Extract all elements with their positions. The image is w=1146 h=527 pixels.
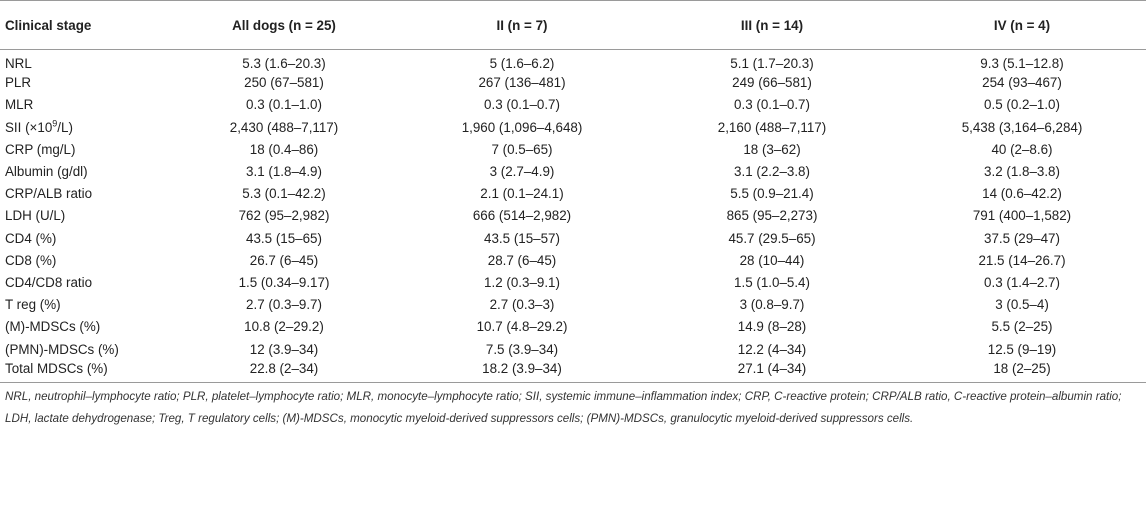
table-cell: 267 (136–481) bbox=[478, 75, 566, 91]
table-cell: 5.1 (1.7–20.3) bbox=[730, 56, 814, 72]
table-row bbox=[0, 205, 1146, 227]
row-label: CD4/CD8 ratio bbox=[5, 274, 93, 290]
table-cell: 12.5 (9–19) bbox=[987, 341, 1057, 357]
sii-label-exponent: 9 bbox=[52, 118, 58, 129]
table-cell: 0.3 (1.4–2.7) bbox=[984, 274, 1060, 290]
table-cell: 2.1 (0.1–24.1) bbox=[480, 186, 564, 202]
table-cell: 666 (514–2,982) bbox=[472, 208, 572, 224]
table-cell: 12.2 (4–34) bbox=[737, 341, 807, 357]
table-row bbox=[0, 227, 1146, 249]
table-cell: 12 (3.9–34) bbox=[249, 341, 319, 357]
table-cell: 2,160 (488–7,117) bbox=[717, 119, 827, 135]
table-cell: 18 (2–25) bbox=[898, 360, 1146, 382]
table-row bbox=[0, 249, 1146, 271]
header-stage-ii: II (n = 7) bbox=[398, 1, 646, 50]
table-row bbox=[0, 294, 1146, 316]
header-clinical-stage: Clinical stage bbox=[0, 1, 170, 50]
table-cell: 26.7 (6–45) bbox=[249, 252, 319, 268]
row-label: (M)-MDSCs (%) bbox=[5, 319, 101, 335]
table-cell: 1.2 (0.3–9.1) bbox=[484, 274, 560, 290]
table-cell: 40 (2–8.6) bbox=[991, 141, 1053, 157]
table-cell: 0.3 (0.1–0.7) bbox=[484, 97, 560, 113]
header-all-dogs: All dogs (n = 25) bbox=[170, 1, 398, 50]
table-row bbox=[0, 50, 1146, 72]
table-cell: 21.5 (14–26.7) bbox=[978, 252, 1066, 268]
table-row bbox=[0, 338, 1146, 360]
table-footnote: NRL, neutrophil–lymphocyte ratio; PLR, platelet–lymphocyte ratio; MLR, monocyte–lymphocyte ratio; SII, systemic immune–inflammation index; CRP, C-reactive protein; CRP/ALB ratio, C-reactive protein–albumin ratio; LDH, lactate dehydrogenase; Treg, T regulatory cells; (M)-MDSCs, monocytic myeloid-derived suppressors cells; (PMN)-MDSCs, granulocytic myeloid-derived suppressors cells. bbox=[5, 389, 1122, 425]
row-label: CRP/ALB ratio bbox=[5, 186, 93, 202]
table-cell: 5.5 (2–25) bbox=[991, 319, 1053, 335]
sii-label-suffix: /L) bbox=[57, 119, 73, 135]
table-row bbox=[0, 316, 1146, 338]
table-cell: 5.3 (0.1–42.2) bbox=[242, 186, 326, 202]
table-cell: 5.5 (0.9–21.4) bbox=[730, 186, 814, 202]
table-cell: 2.7 (0.3–9.7) bbox=[246, 297, 322, 313]
table-cell: 10.8 (2–29.2) bbox=[244, 319, 324, 335]
table-cell: 28.7 (6–45) bbox=[487, 252, 557, 268]
header-stage-iv: IV (n = 4) bbox=[898, 1, 1146, 50]
table-cell: 18 (3–62) bbox=[743, 141, 801, 157]
table-row bbox=[0, 94, 1146, 116]
table-cell: 14.9 (8–28) bbox=[737, 319, 807, 335]
table-row bbox=[0, 360, 1146, 382]
table-cell: 9.3 (5.1–12.8) bbox=[980, 56, 1064, 72]
table-cell: 791 (400–1,582) bbox=[972, 208, 1072, 224]
table-cell: 43.5 (15–65) bbox=[246, 230, 322, 246]
row-label: Albumin (g/dl) bbox=[5, 164, 88, 180]
table-cell: 27.1 (4–34) bbox=[646, 360, 898, 382]
table-cell: 7 (0.5–65) bbox=[491, 141, 553, 157]
table-cell: 3 (0.5–4) bbox=[995, 297, 1049, 313]
table-cell: 1.5 (1.0–5.4) bbox=[734, 274, 810, 290]
table-cell: 1,960 (1,096–4,648) bbox=[461, 119, 583, 135]
table-row bbox=[0, 160, 1146, 182]
table-cell: 45.7 (29.5–65) bbox=[728, 230, 816, 246]
table-cell: 7.5 (3.9–34) bbox=[485, 341, 559, 357]
table-cell: 0.3 (0.1–1.0) bbox=[246, 97, 322, 113]
table-cell: 18.2 (3.9–34) bbox=[398, 360, 646, 382]
table-cell: 3.1 (2.2–3.8) bbox=[734, 164, 810, 180]
table-cell: 3.1 (1.8–4.9) bbox=[246, 164, 322, 180]
table-cell: 249 (66–581) bbox=[732, 75, 812, 91]
row-label: T reg (%) bbox=[5, 297, 61, 313]
table-cell: 5,438 (3,164–6,284) bbox=[961, 119, 1083, 135]
table-cell: 5.3 (1.6–20.3) bbox=[242, 56, 326, 72]
header-stage-iii: III (n = 14) bbox=[646, 1, 898, 50]
row-label: CRP (mg/L) bbox=[5, 141, 76, 157]
sii-label-prefix: SII (×10 bbox=[5, 119, 53, 135]
table-cell: 18 (0.4–86) bbox=[249, 141, 319, 157]
row-label: LDH (U/L) bbox=[5, 208, 66, 224]
table-row bbox=[0, 72, 1146, 94]
table-cell: 1.5 (0.34–9.17) bbox=[238, 274, 330, 290]
table-header-row bbox=[0, 1, 1146, 50]
table-cell: 10.7 (4.8–29.2) bbox=[476, 319, 568, 335]
row-label: Total MDSCs (%) bbox=[0, 360, 170, 382]
row-label: CD4 (%) bbox=[5, 230, 57, 246]
row-label-sii bbox=[0, 116, 170, 138]
table-row bbox=[0, 116, 1146, 138]
table-cell: 14 (0.6–42.2) bbox=[982, 186, 1062, 202]
table-cell: 5 (1.6–6.2) bbox=[489, 56, 555, 72]
table-row bbox=[0, 271, 1146, 293]
row-label: (PMN)-MDSCs (%) bbox=[5, 341, 119, 357]
table-cell: 37.5 (29–47) bbox=[984, 230, 1060, 246]
row-label: MLR bbox=[5, 97, 34, 113]
table-cell: 2,430 (488–7,117) bbox=[229, 119, 339, 135]
table-cell: 2.7 (0.3–3) bbox=[489, 297, 555, 313]
table-row bbox=[0, 183, 1146, 205]
row-label: PLR bbox=[5, 75, 32, 91]
table-cell: 22.8 (2–34) bbox=[170, 360, 398, 382]
table-cell: 3 (2.7–4.9) bbox=[489, 164, 555, 180]
row-label: CD8 (%) bbox=[5, 252, 57, 268]
table-cell: 865 (95–2,273) bbox=[726, 208, 818, 224]
row-label: NRL bbox=[5, 56, 32, 72]
table-cell: 0.3 (0.1–0.7) bbox=[734, 97, 810, 113]
table-row bbox=[0, 138, 1146, 160]
table-cell: 28 (10–44) bbox=[739, 252, 805, 268]
table-cell: 43.5 (15–57) bbox=[484, 230, 560, 246]
table-cell: 250 (67–581) bbox=[244, 75, 324, 91]
table-cell: 254 (93–467) bbox=[982, 75, 1062, 91]
table-cell: 762 (95–2,982) bbox=[238, 208, 330, 224]
table-cell: 3.2 (1.8–3.8) bbox=[984, 164, 1060, 180]
table-cell: 0.5 (0.2–1.0) bbox=[984, 97, 1060, 113]
table-cell: 3 (0.8–9.7) bbox=[739, 297, 805, 313]
